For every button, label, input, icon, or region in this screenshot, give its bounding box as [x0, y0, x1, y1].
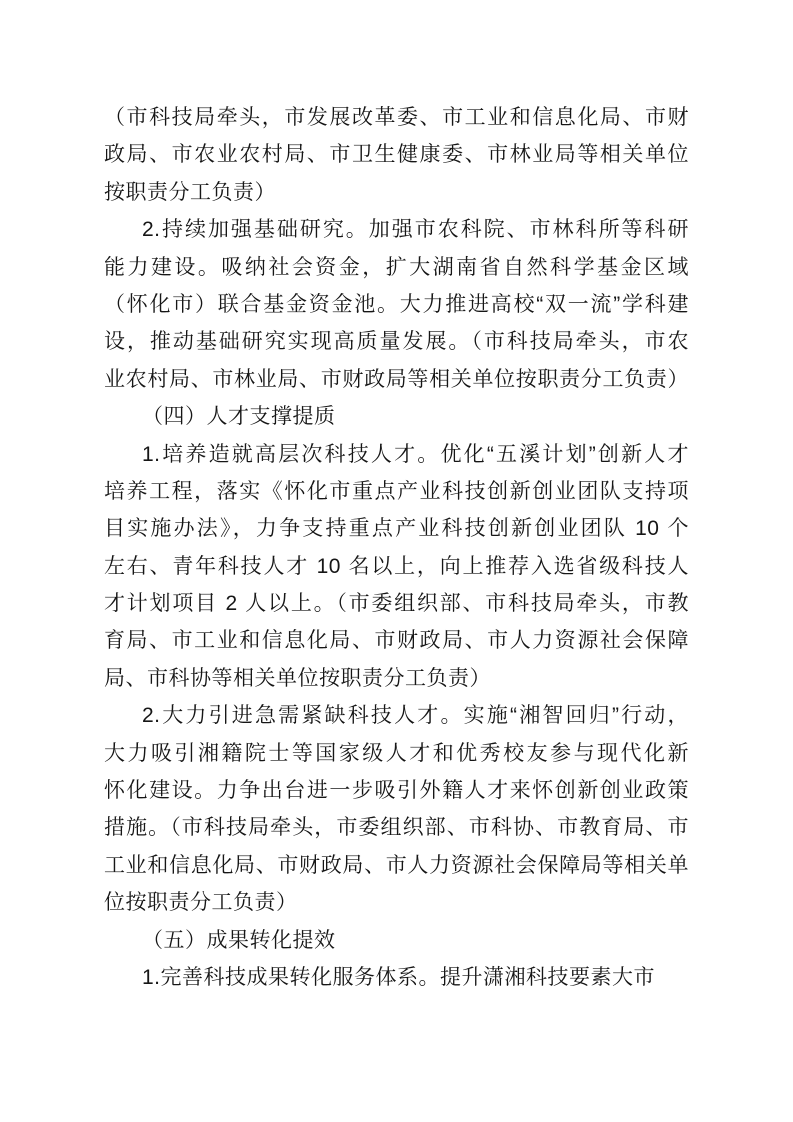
section-heading-4	[104, 398, 689, 435]
text-line: 大力吸引湘籍院士等国家级人才和优秀校友参与现代化新	[104, 741, 689, 765]
text-line: 怀化建设。力争出台进一步吸引外籍人才来怀创新创业政策	[104, 779, 689, 803]
text-line: 措施。（市科技局牵头，市委组织部、市科协、市教育局、市	[104, 816, 689, 840]
text-line: 才计划项目 2 人以上。（市委组织部、市科技局牵头，市教	[104, 592, 689, 616]
paragraph-item-1-achievement-transfer	[104, 959, 689, 996]
text-line: 工业和信息化局、市财政局、市人力资源社会保障局等相关单	[104, 853, 689, 877]
section-heading-5	[104, 922, 689, 959]
text-line: 业农村局、市林业局、市财政局等相关单位按职责分工负责）	[104, 367, 689, 391]
text-line: 左右、青年科技人才 10 名以上，向上推荐入选省级科技人	[104, 554, 689, 578]
paragraph-item-2-talent-recruitment	[104, 697, 689, 921]
text-line: 培养工程，落实《怀化市重点产业科技创新创业团队支持项	[104, 479, 689, 503]
text-line: 目实施办法》，力争支持重点产业科技创新创业团队 10 个	[104, 517, 689, 541]
paragraph-item-2-basic-research	[104, 211, 689, 398]
text-line: 位按职责分工负责）	[104, 891, 298, 915]
text-block	[104, 99, 689, 996]
text-line: 设，推动基础研究实现高质量发展。（市科技局牵头，市农	[104, 330, 689, 354]
paragraph-continuation	[104, 99, 689, 211]
text-line: 1.完善科技成果转化服务体系。提升潇湘科技要素大市	[142, 965, 656, 989]
text-line: （怀化市）联合基金资金池。大力推进高校“双一流”学科建	[104, 292, 689, 316]
text-line: 政局、市农业农村局、市卫生健康委、市林业局等相关单位	[104, 143, 689, 167]
text-line: 1.培养造就高层次科技人才。优化“五溪计划”创新人才	[142, 442, 689, 466]
text-line: （市科技局牵头，市发展改革委、市工业和信息化局、市财	[104, 106, 689, 129]
section-heading-text: （四）人才支撑提质	[142, 405, 336, 429]
paragraph-item-1-talent-cultivation	[104, 436, 689, 698]
text-line: 按职责分工负责）	[104, 180, 276, 204]
section-heading-text: （五）成果转化提效	[142, 928, 336, 952]
text-line: 2.持续加强基础研究。加强市农科院、市林科所等科研	[142, 218, 689, 242]
text-line: 能力建设。吸纳社会资金，扩大湖南省自然科学基金区域	[104, 255, 689, 279]
text-line: 局、市科协等相关单位按职责分工负责）	[104, 666, 491, 690]
text-line: 2.大力引进急需紧缺科技人才。实施“湘智回归”行动，	[142, 704, 689, 728]
text-line: 育局、市工业和信息化局、市财政局、市人力资源社会保障	[104, 629, 689, 653]
